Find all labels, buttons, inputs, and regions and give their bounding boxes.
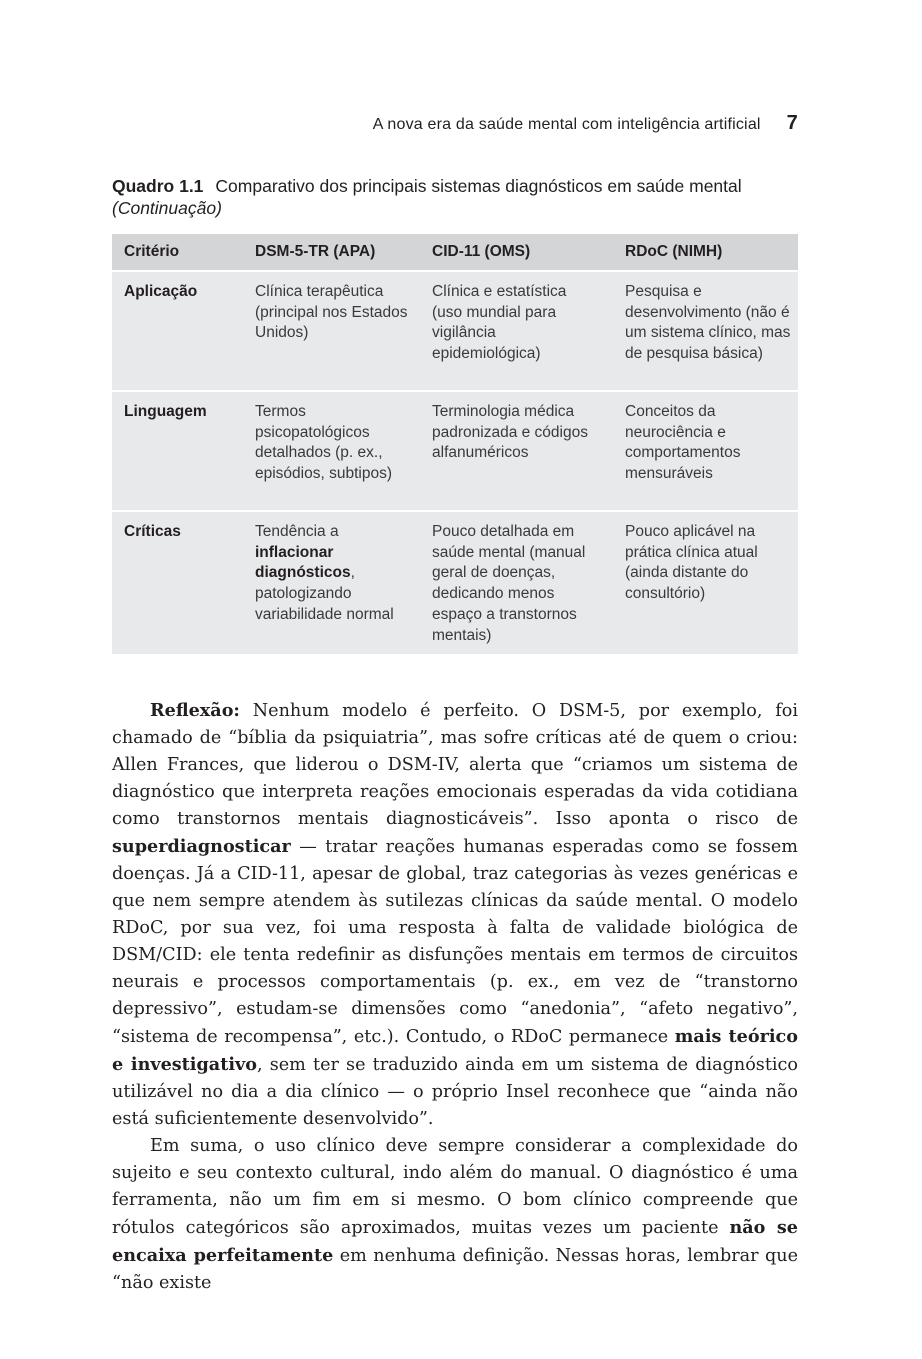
cell-cid: Clínica e estatística (uso mundial para vigilância epidemiológica) (420, 271, 613, 391)
table-caption (112, 175, 802, 219)
table-row (112, 271, 798, 391)
row-criterion: Aplicação (112, 271, 243, 391)
paragraph-text: Em suma, o uso clínico deve sempre considerar a complexidade do sujeito e seu contexto cultural, indo além do manual. O diagnóstico é uma ferramenta, não um fim em si mesmo. O bom clínico compreende que rótulos categóricos são aproximados, muitas vezes um paciente (112, 1136, 798, 1238)
cell-dsm: Termos psicopatológicos detalhados (p. ex., episódios, subtipos) (243, 391, 420, 511)
cell-dsm-emphasis: inflacionar diagnósticos (255, 543, 351, 582)
emphasis-teorico: mais teórico e investigativo (112, 1026, 798, 1075)
table-row (112, 391, 798, 511)
page-number: 7 (786, 112, 798, 134)
cell-dsm-text: Tendência a (255, 523, 339, 540)
cell-dsm: Clínica terapêutica (principal nos Estados Unidos) (243, 271, 420, 391)
row-criterion: Críticas (112, 511, 243, 654)
cell-cid: Terminologia médica padronizada e códigos alfanuméricos (420, 391, 613, 511)
paragraph-text: , sem ter se traduzido ainda em um sistema de diagnóstico utilizável no dia a dia clínico — o próprio Insel reconhece que “ainda não está suficientemente desenvolvido”. (112, 1055, 798, 1129)
header-dsm: DSM-5-TR (APA) (243, 234, 420, 271)
paragraph-lead: Reflexão: (150, 700, 240, 721)
comparison-table (112, 234, 798, 654)
table-header-row (112, 234, 798, 271)
caption-continuation: (Continuação) (112, 198, 222, 218)
cell-cid: Pouco detalhada em saúde mental (manual geral de doenças, dedicando menos espaço a transtornos mentais) (420, 511, 613, 654)
table-row (112, 511, 798, 654)
paragraph-text: Nenhum modelo é perfeito. O DSM-5, por exemplo, foi chamado de “bíblia da psiquiatria”, mas sofre críticas até de quem o criou: Allen Frances, que liderou o DSM-IV, alerta que “criamos um sistema de diagnóstico que interpreta reações emocionais esperadas da vida cotidiana como transtornos mentais diagnosticáveis”. Isso aponta o risco de (112, 701, 798, 829)
cell-rdoc: Pesquisa e desenvolvimento (não é um sistema clínico, mas de pesquisa básica) (613, 271, 798, 391)
paragraph-reflexao (112, 697, 798, 1133)
running-title: A nova era da saúde mental com inteligência artificial (372, 116, 761, 133)
cell-dsm (243, 511, 420, 654)
cell-rdoc: Pouco aplicável na prática clínica atual (ainda distante do consultório) (613, 511, 798, 654)
row-criterion: Linguagem (112, 391, 243, 511)
paragraph-text: em nenhuma definição. Nessas horas, lembrar que “não existe (112, 1246, 798, 1293)
emphasis-superdiagnosticar: superdiagnosticar (112, 836, 291, 857)
header-cid: CID-11 (OMS) (420, 234, 613, 271)
running-header (112, 112, 798, 135)
paragraph-text: — tratar reações humanas esperadas como se fossem doenças. Já a CID-11, apesar de global, traz categorias às vezes genéricas e que nem sempre atendem às sutilezas clínicas da saúde mental. O modelo RDoC, por sua vez, foi uma resposta à falta de validade biológica de DSM/CID: ele tenta redefinir as disfunções mentais em termos de circuitos neurais e processos comportamentais (p. ex., em vez de “transtorno depressivo”, estudam-se dimensões como “anedonia”, “afeto negativo”, “sistema de recompensa”, etc.). Contudo, o RDoC permanece (112, 837, 798, 1047)
cell-dsm-text-end: , patologizando variabilidade normal (255, 564, 394, 623)
paragraph-em-suma (112, 1133, 798, 1297)
caption-label: Quadro 1.1 (112, 176, 204, 196)
header-rdoc: RDoC (NIMH) (613, 234, 798, 271)
header-criterio: Critério (112, 234, 243, 271)
emphasis-nao-se-encaixa: não se encaixa perfeitamente (112, 1217, 798, 1266)
cell-rdoc: Conceitos da neurociência e comportamentos mensuráveis (613, 391, 798, 511)
caption-title: Comparativo dos principais sistemas diagnósticos em saúde mental (215, 176, 742, 196)
body-text (112, 697, 798, 1297)
